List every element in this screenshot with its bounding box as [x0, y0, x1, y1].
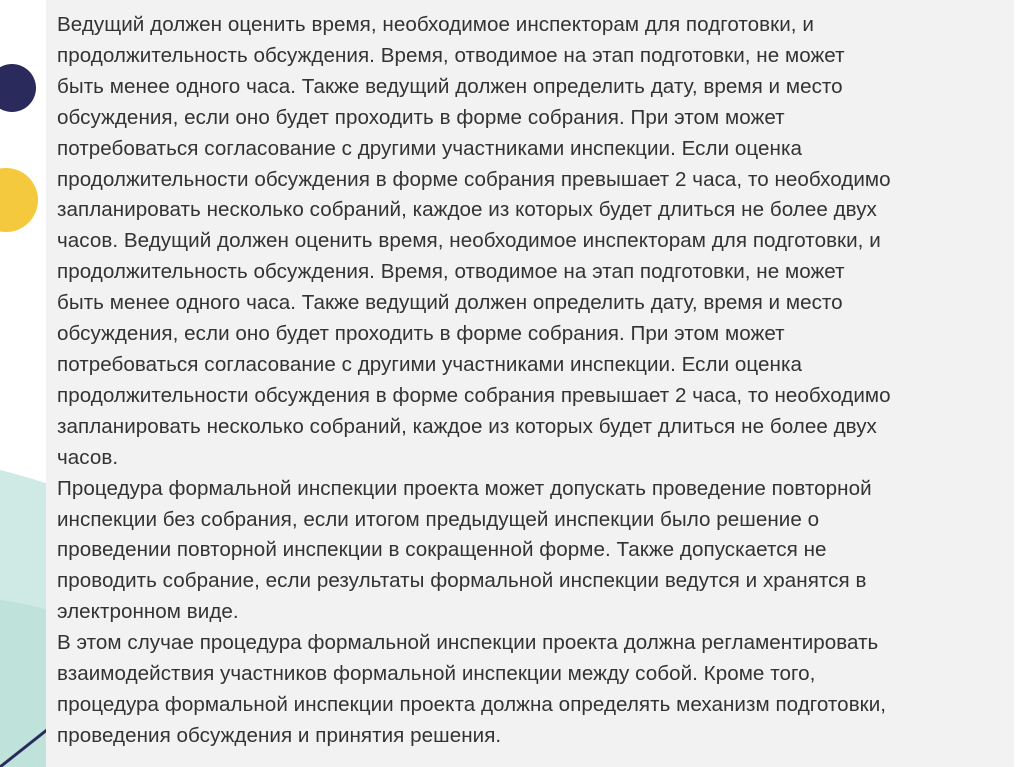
paragraph-repeat-inspection: Процедура формальной инспекции проекта может допускать проведение повторной инспекции без собрания, если итогом предыдущей инспекции было решение о проведении повторной инспекции в сокращенной форме. Также допускается не проводить собрание, если результаты формальной инспекции ведутся и хранятся в электронном виде.	[57, 476, 872, 624]
navy-dot-shape	[0, 64, 36, 112]
paragraph-procedure-regulation: В этом случае процедура формальной инспекции проекта должна регламентировать взаимодействия участников формальной инспекции между собой. Кроме того, процедура формальной инспекции проекта должна определять механизм подготовки, проведения обсуждения и принятия решения.	[57, 631, 887, 747]
yellow-circle-shape	[0, 168, 38, 232]
paragraph-preparation-time: Ведущий должен оценить время, необходимое инспекторам для подготовки, и продолжительность обсуждения. Время, отводимое на этап подготовки, не может быть менее одного часа. Также ведущий должен определить дату, время и место обсуждения, если оно будет проходить в форме собрания. При этом может потребоваться согласование с другими участниками инспекции. Если оценка продолжительности обсуждения в форме собрания превышает 2 часа, то необходимо запланировать несколько собраний, каждое из которых будет длиться не более двух часов. Ведущий должен оценить время, необходимое инспекторам для подготовки, и продолжительность обсуждения. Время, отводимое на этап подготовки, не может быть менее одного часа. Также ведущий должен определить дату, время и место обсуждения, если оно будет проходить в форме собрания. При этом может потребоваться согласование с другими участниками инспекции. Если оценка продолжительности обсуждения в форме собрания превышает 2 часа, то необходимо запланировать несколько собраний, каждое из которых будет длиться не более двух часов.	[57, 13, 891, 469]
slide-body-text	[57, 10, 1012, 752]
